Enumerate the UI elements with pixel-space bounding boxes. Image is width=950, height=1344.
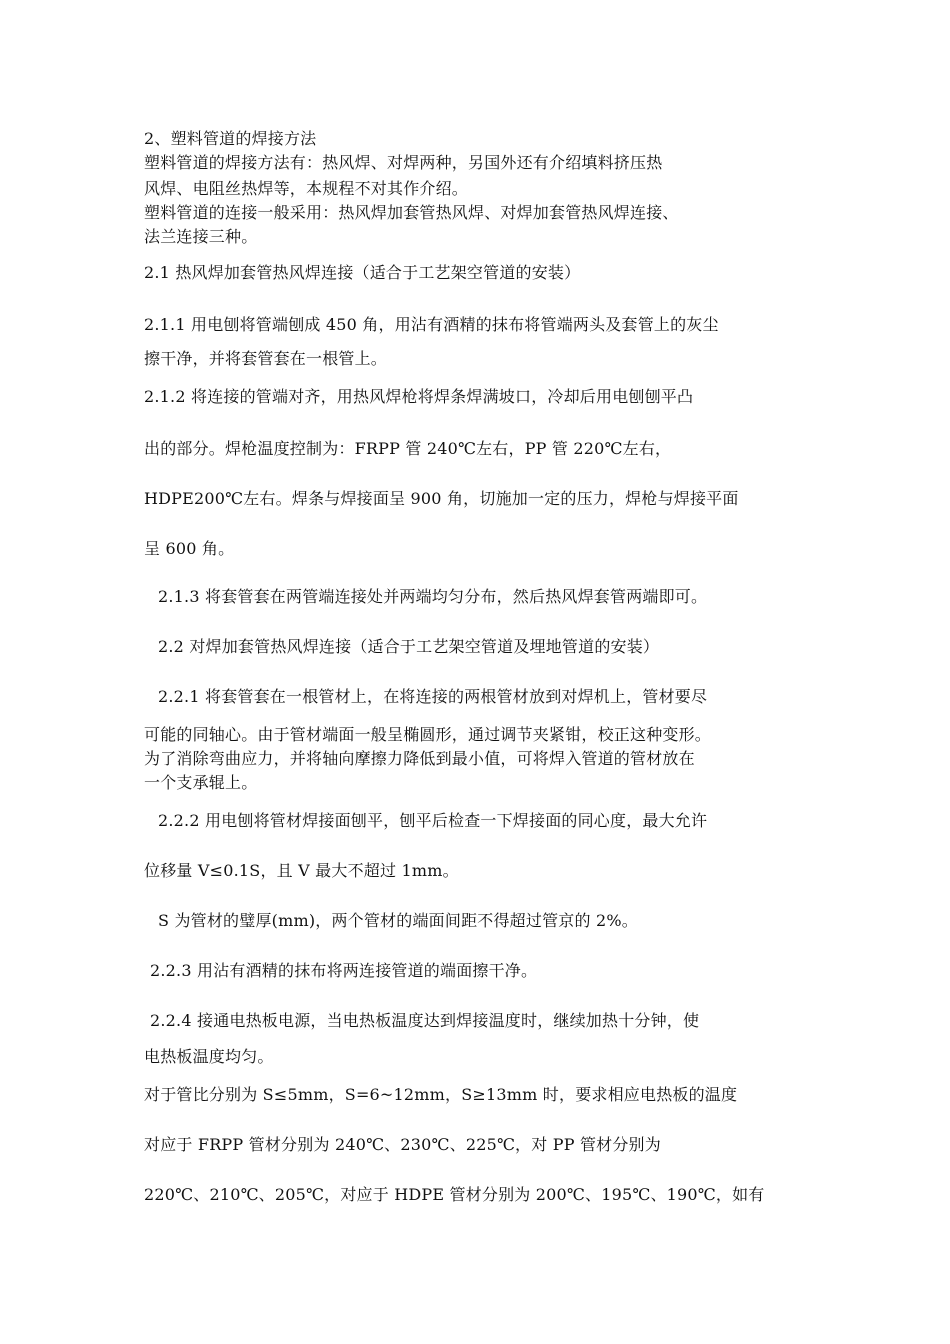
section-heading: 2、塑料管道的焊接方法: [144, 129, 317, 148]
text-line: 2.1.3 将套管套在两管端连接处并两端均匀分布，然后热风焊套管两端即可。: [158, 587, 708, 606]
text-line: 风焊、电阻丝热焊等，本规程不对其作介绍。: [144, 179, 469, 198]
text-line: 擦干净，并将套管套在一根管上。: [144, 349, 388, 368]
text-line: 2.2.1 将套管套在一根管材上，在将连接的两根管材放到对焊机上，管材要尽: [158, 687, 708, 706]
text-line: 2.2.4 接通电热板电源，当电热板温度达到焊接温度时，继续加热十分钟，使: [150, 1011, 700, 1030]
text-line: 呈 600 角。: [144, 539, 235, 558]
text-line: 为了消除弯曲应力，并将轴向摩擦力降低到最小值，可将焊入管道的管材放在: [144, 749, 695, 768]
text-line: 2.2.2 用电刨将管材焊接面刨平，刨平后检查一下焊接面的同心度，最大允许: [158, 811, 708, 830]
text-line: 位移量 V≤0.1S，且 V 最大不超过 1mm。: [144, 861, 459, 880]
text-line: HDPE200℃左右。焊条与焊接面呈 900 角，切施加一定的压力，焊枪与焊接平面: [144, 489, 739, 508]
text-line: 对应于 FRPP 管材分别为 240℃、230℃、225℃，对 PP 管材分别为: [144, 1135, 661, 1154]
text-line: 法兰连接三种。: [144, 227, 258, 246]
text-line: 2.2.3 用沾有酒精的抹布将两连接管道的端面擦干净。: [150, 961, 538, 980]
text-line: 2.1.2 将连接的管端对齐，用热风焊枪将焊条焊满坡口，冷却后用电刨刨平凸: [144, 387, 694, 406]
text-line: 220℃、210℃、205℃，对应于 HDPE 管材分别为 200℃、195℃、190℃，如有: [144, 1185, 765, 1204]
text-line: 可能的同轴心。由于管材端面一般呈椭圆形，通过调节夹紧钳，校正这种变形。: [144, 725, 712, 744]
text-line: 塑料管道的连接一般采用：热风焊加套管热风焊、对焊加套管热风焊连接、: [144, 203, 679, 222]
text-line: 电热板温度均匀。: [144, 1047, 274, 1066]
subsection-heading: 2.2 对焊加套管热风焊连接（适合于工艺架空管道及埋地管道的安装）: [158, 637, 660, 656]
text-line: 出的部分。焊枪温度控制为：FRPP 管 240℃左右，PP 管 220℃左右，: [144, 439, 672, 458]
text-line: S 为管材的璧厚(mm)，两个管材的端面间距不得超过管京的 2%。: [158, 911, 638, 930]
text-line: 对于管比分别为 S≤5mm，S=6~12mm，S≥13mm 时，要求相应电热板的温度: [144, 1085, 738, 1104]
text-line: 一个支承辊上。: [144, 773, 258, 792]
text-line: 2.1.1 用电刨将管端刨成 450 角，用沾有酒精的抹布将管端两头及套管上的灰尘: [144, 315, 719, 334]
subsection-heading: 2.1 热风焊加套管热风焊连接（适合于工艺架空管道的安装）: [144, 263, 581, 282]
text-line: 塑料管道的焊接方法有：热风焊、对焊两种，另国外还有介绍填料挤压热: [144, 153, 663, 172]
